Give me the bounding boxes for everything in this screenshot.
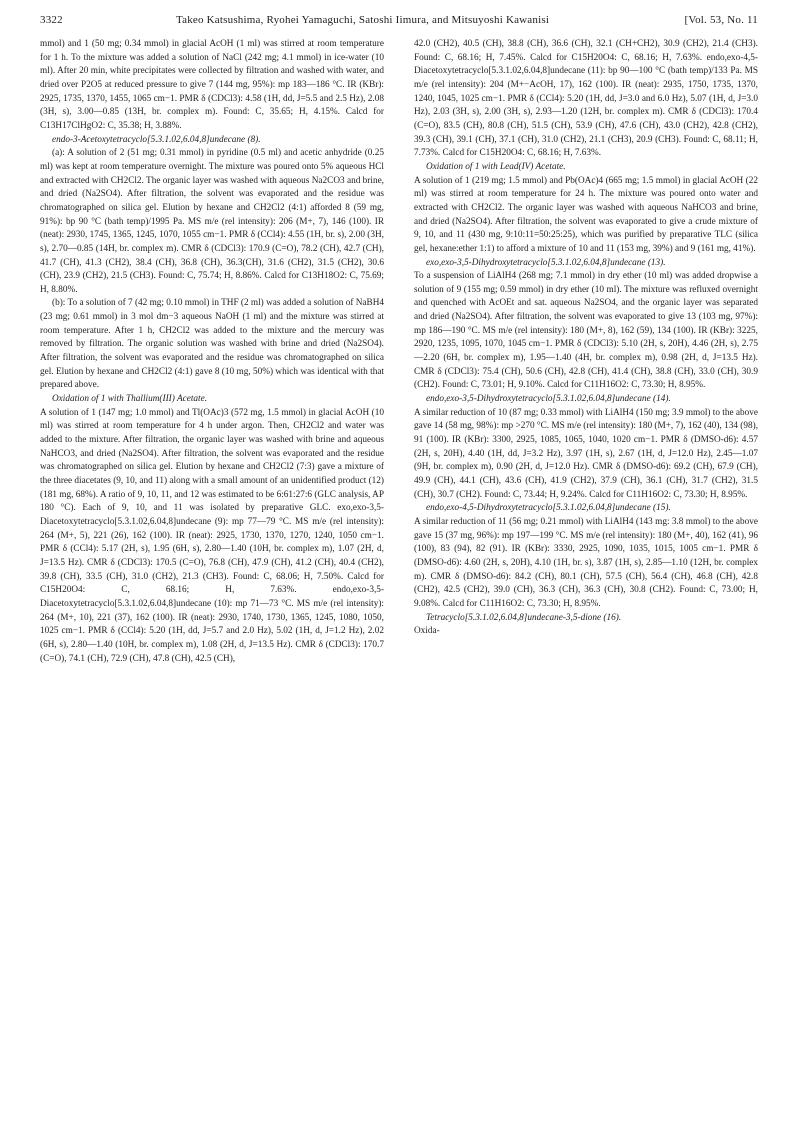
paragraph: Oxida-: [414, 626, 440, 637]
paragraph: A solution of 1 (147 mg; 1.0 mmol) and Tl(OAc)3 (572 mg, 1.5 mmol) in glacial AcOH (10 ml) was stirred at room temperature for 4 h under argon. Then, CH2Cl2 and water was added to the mixture. After filtration, the organic layer was washed with brine and aqueous NaHCO3, and dried (Na2SO4). After filtration, the solvent was evaporated and the residue was chromatographed on silica gel. Elution by hexane and CH2Cl2 (7:3) gave a mixture of the three diacetates (9, 10, and 11) along with a small amount of an unidentified product (12) (181 mg, 68%). A ratio of 9, 10, 11, and 12 was estimated to be 6:61:27:6 (GLC analysis, AP 180 °C). Each of 9, 10, and 11 was isolated by preparative GLC. exo,exo-3,5-Diacetoxytetracyclo[5.3.1.02,6.04,8]undecane (9): mp 77—79 °C. MS m/e (rel intensity): 264 (M+, 5), 221 (26), 162 (100). IR (neat): 2925, 1730, 1370, 1270, 1240, 1050 cm−1. PMR δ (CCl4): 5.17 (2H, s), 1.95 (6H, s), 2.80—1.40 (10H, br. complex m), 1.07 (2H, d, J=13.5 Hz). CMR δ (CDCl3): 170.5 (C=O), 76.8 (CH), 47.9 (CH), 41.2 (CH), 40.4 (CH2), 39.8 (CH), 33.5 (CH), 31.0 (CH2), 21.3 (CH3). Found: C, 68.06; H, 7.50%. Calcd for C15H20O4: C, 68.16; H, 7.63%. endo,exo-3,5-Diacetoxytetracyclo[5.3.1.02,6.04,8]undecane (10): mp 71—73 °C. MS m/e (rel intensity): 264 (M+, 10), 221 (37), 162 (100). IR (neat): 2930, 1740, 1730, 1365, 1245, 1080, 1050, 1025 cm−1. PMR δ (CCl4): 5.20 (1H, dd, J=5.7 and 2.0 Hz), 5.02 (1H, d, J=1.2 Hz), 2.02 (6H, s), 2.80—1.40 (10H, br. complex m), 1.08 (2H, d, J=13.5 Hz). CMR δ (CDCl3): 170.7 (C=O), 74.1 (CH), 72.9 (CH), 47.8 (CH), 42.5 (CH),: [40, 407, 384, 664]
paragraph: To a suspension of LiAlH4 (268 mg; 7.1 mmol) in dry ether (10 ml) was added dropwise a solution of 9 (155 mg; 0.59 mmol) in dry ether (10 ml). The mixture was refluxed overnight and quenched with AcOEt and sat. aqueous Na2SO4, and the organic layer was separated and dried (Na2SO4). After filtration, the solvent was evaporated to give 13 (103 mg, 97%): mp 186—190 °C. MS m/e (rel intensity): 180 (M+, 8), 162 (59), 134 (100). IR (KBr): 3225, 2920, 1235, 1095, 1070, 1045 cm−1. PMR δ (CDCl3): 5.10 (2H, s, 20H), 4.46 (2H, s), 2.75—2.20 (6H, br. complex m), 1.95—1.40 (4H, br. complex m), 0.98 (2H, d, J=13.5 Hz). CMR δ (CDCl3): 75.4 (CH), 50.6 (CH), 42.8 (CH), 41.4 (CH), 38.8 (CH), 33.0 (CH), 30.9 (CH2). Found: C, 73.01; H, 9.10%. Calcd for C11H16O2: C, 73.30; H, 8.95%.: [414, 271, 758, 391]
page-number: 3322: [40, 14, 63, 26]
paragraph: A similar reduction of 11 (56 mg; 0.21 mmol) with LiAlH4 (143 mg: 3.8 mmol) to the above gave 15 (37 mg, 96%): mp 197—199 °C. MS m/e (rel intensity): 180 (M+, 40), 162 (41), 96 (100), 83 (94), 82 (91). IR (KBr): 3330, 2925, 1090, 1035, 1015, 1005 cm−1. PMR δ (DMSO-d6): 4.60 (2H, s, 20H), 4.10 (1H, br. s), 3.87 (1H, s), 2.85—1.10 (12H, br. complex m). CMR δ (DMSO-d6): 84.2 (CH), 80.1 (CH), 57.5 (CH), 56.4 (CH), 46.8 (CH), 42.8 (CH2), 42.5 (CH2), 39.0 (CH), 36.3 (CH), 36.3 (CH), 30.8 (CH2). Found: C, 73.00; H, 9.08%. Calcd for C11H16O2: C, 73.30; H, 8.95%.: [414, 516, 758, 609]
running-header: [40, 14, 758, 32]
author-line: Takeo Katsushima, Ryohei Yamaguchi, Satoshi Iimura, and Mitsuyoshi Kawanisi: [176, 14, 550, 26]
left-column: [40, 38, 384, 666]
paragraph: mmol) and 1 (50 mg; 0.34 mmol) in glacial AcOH (1 ml) was stirred at room temperature for 1 h. To the mixture was added a solution of NaCl (242 mg; 4.1 mmol) in ice-water (10 ml). After 20 min, white precipitates were collected by filtration and washed with water, and dried over P2O5 at reduced pressure to give 7 (144 mg, 95%): mp 183—186 °C. IR (KBr): 2925, 1735, 1370, 1455, 1065 cm−1. PMR δ (CDCl3): 4.58 (1H, dd, J=5.5 and 2.5 Hz), 2.08 (3H, s), 3.00—0.85 (13H, br. complex m). Found: C, 35.65; H, 4.15%. Calcd for C13H17ClHgO2: C, 35.38; H, 3.88%.: [40, 39, 384, 131]
section-heading: endo,exo-3,5-Dihydroxytetracyclo[5.3.1.02,6.04,8]undecane (14).: [426, 394, 671, 405]
section-heading: endo-3-Acetoxytetracyclo[5.3.1.02,6.04,8]undecane (8).: [52, 134, 261, 145]
section-heading: Tetracyclo[5.3.1.02,6.04,8]undecane-3,5-dione (16).: [426, 612, 622, 623]
paragraph: A solution of 1 (219 mg; 1.5 mmol) and Pb(OAc)4 (665 mg; 1.5 mmol) in glacial AcOH (22 ml) was stirred at room temperature for 24 h. The mixture was poured onto water and extracted with CH2Cl2. The organic layer was washed with aqueous NaHCO3 and brine, and dried (Na2SO4). After filtration, the solvent was evaporated to give a crude mixture of 9, 10, and 11 (430 mg, 9:10:11=50:25:25), which was purified by preparative TLC (silica gel, hexane:ether 1:1) to afford a mixture of 10 and 11 (153 mg, 39%) and 9 (161 mg, 41%).: [414, 175, 758, 254]
journal-volume: [Vol. 53, No. 11: [684, 14, 758, 26]
right-column: [414, 38, 758, 639]
section-heading: exo,exo-3,5-Dihydroxytetracyclo[5.3.1.02,6.04,8]undecane (13).: [426, 257, 666, 268]
paragraph: A similar reduction of 10 (87 mg; 0.33 mmol) with LiAlH4 (150 mg; 3.9 mmol) to the above gave 14 (58 mg, 98%): mp >270 °C. MS m/e (rel intensity): 180 (M+, 7), 162 (40), 134 (98), 91 (100). IR (KBr): 3300, 2925, 1085, 1065, 1040, 1020 cm−1. PMR δ (DMSO-d6): 4.57 (2H, s, 20H), 4.40 (1H, dd, J=3.2 Hz), 3.97 (1H, s), 2.67 (1H, d, J=12.0 Hz), 2.45—1.07 (9H, br. complex m), 0.90 (2H, d, J=12.0 Hz). CMR δ (DMSO-d6): 69.2 (CH), 67.9 (CH), 49.9 (CH), 44.1 (CH), 43.6 (CH), 41.9 (CH2), 37.9 (CH), 36.1 (CH), 31.7 (CH2), 31.5 (CH), 30.7 (CH2). Found: C, 73.44; H, 9.24%. Calcd for C11H16O2: C, 73.30; H, 8.95%.: [414, 407, 759, 500]
paragraph: (b): To a solution of 7 (42 mg; 0.10 mmol) in THF (2 ml) was added a solution of NaBH4 (23 mg; 0.61 mmol) in 3 mol dm−3 aqueous NaOH (1 ml) and the mixture was stirred at room temperature. After 1 h, CH2Cl2 was added to the mixture and the mercury was removed by filtration. The organic solution was washed with brine and dried (Na2SO4). After filtration, the solvent was evaporated and the residue was chromatographed on silica gel. Elution by hexane and CH2Cl2 (4:1) gave 8 (10 mg, 50%) which was identical with that prepared above.: [40, 298, 384, 391]
section-heading: Oxidation of 1 with Thallium(III) Acetate.: [52, 394, 208, 405]
section-heading: Oxidation of 1 with Lead(IV) Acetate.: [426, 161, 566, 172]
paragraph: 42.0 (CH2), 40.5 (CH), 38.8 (CH), 36.6 (CH), 32.1 (CH+CH2), 30.9 (CH2), 21.4 (CH3). Found: C, 68.16; H, 7.45%. Calcd for C15H20O4: C, 68.16; H, 7.63%. endo,exo-4,5-Diacetoxytetracyclo[5.3.1.02,6.04,8]undecane (11): bp 90—100 °C (bath temp)/133 Pa. MS m/e (rel intensity): 204 (M+−AcOH, 17), 162 (100). IR (neat): 2935, 1750, 1735, 1370, 1240, 1045, 1025 cm−1. PMR δ (CCl4): 5.20 (1H, dd, J=3.0 and 6.0 Hz), 5.07 (1H, d, J=3.0 Hz), 2.03 (3H, s), 2.00 (3H, s), 2.93—1.20 (12H, br. complex m). CMR δ (CDCl3): 170.4 (C=O), 83.5 (CH), 80.8 (CH), 51.5 (CH), 53.9 (CH), 47.6 (CH), 43.0 (CH2), 42.8 (CH2), 39.3 (CH), 39.1 (CH), 37.1 (CH), 31.0 (CH2), 21.1 (CH3), 20.9 (CH3). Found: C, 68.11; H, 7.73%. Calcd for C15H20O4: C, 68.16; H, 7.63%.: [414, 39, 758, 159]
section-heading: endo,exo-4,5-Dihydroxytetracyclo[5.3.1.02,6.04,8]undecane (15).: [426, 503, 671, 514]
paragraph: (a): A solution of 2 (51 mg; 0.31 mmol) in pyridine (0.5 ml) and acetic anhydride (0.25 ml) was kept at room temperature overnight. The mixture was poured onto 5% aqueous HCl and extracted with CH2Cl2. The organic layer was washed with aqueous Na2CO3 and brine, and dried (Na2SO4). After filtration, the solvent was evaporated and the residue was chromatographed on silica gel. Elution by hexane and CH2Cl2 (4:1) afforded 8 (59 mg, 91%): bp 90 °C (bath temp)/1995 Pa. MS m/e (rel intensity): 206 (M+, 7), 146 (100). IR (neat): 2930, 1745, 1365, 1245, 1070, 1055 cm−1. PMR δ (CCl4): 4.55 (1H, br. s), 2.00 (3H, s), 2.70—0.85 (14H, br. complex m). CMR δ (CDCl3): 170.9 (C=O), 78.2 (CH), 42.7 (CH), 41.7 (CH), 41.3 (CH2), 38.4 (CH), 36.8 (CH), 36.3(CH), 31.6 (CH2), 31.5 (CH2), 30.6 (CH), 23.9 (CH2), 21.5 (CH3). Found: C, 75.74; H, 8.86%. Calcd for C13H18O2: C, 75.69; H, 8.80%.: [40, 148, 384, 295]
